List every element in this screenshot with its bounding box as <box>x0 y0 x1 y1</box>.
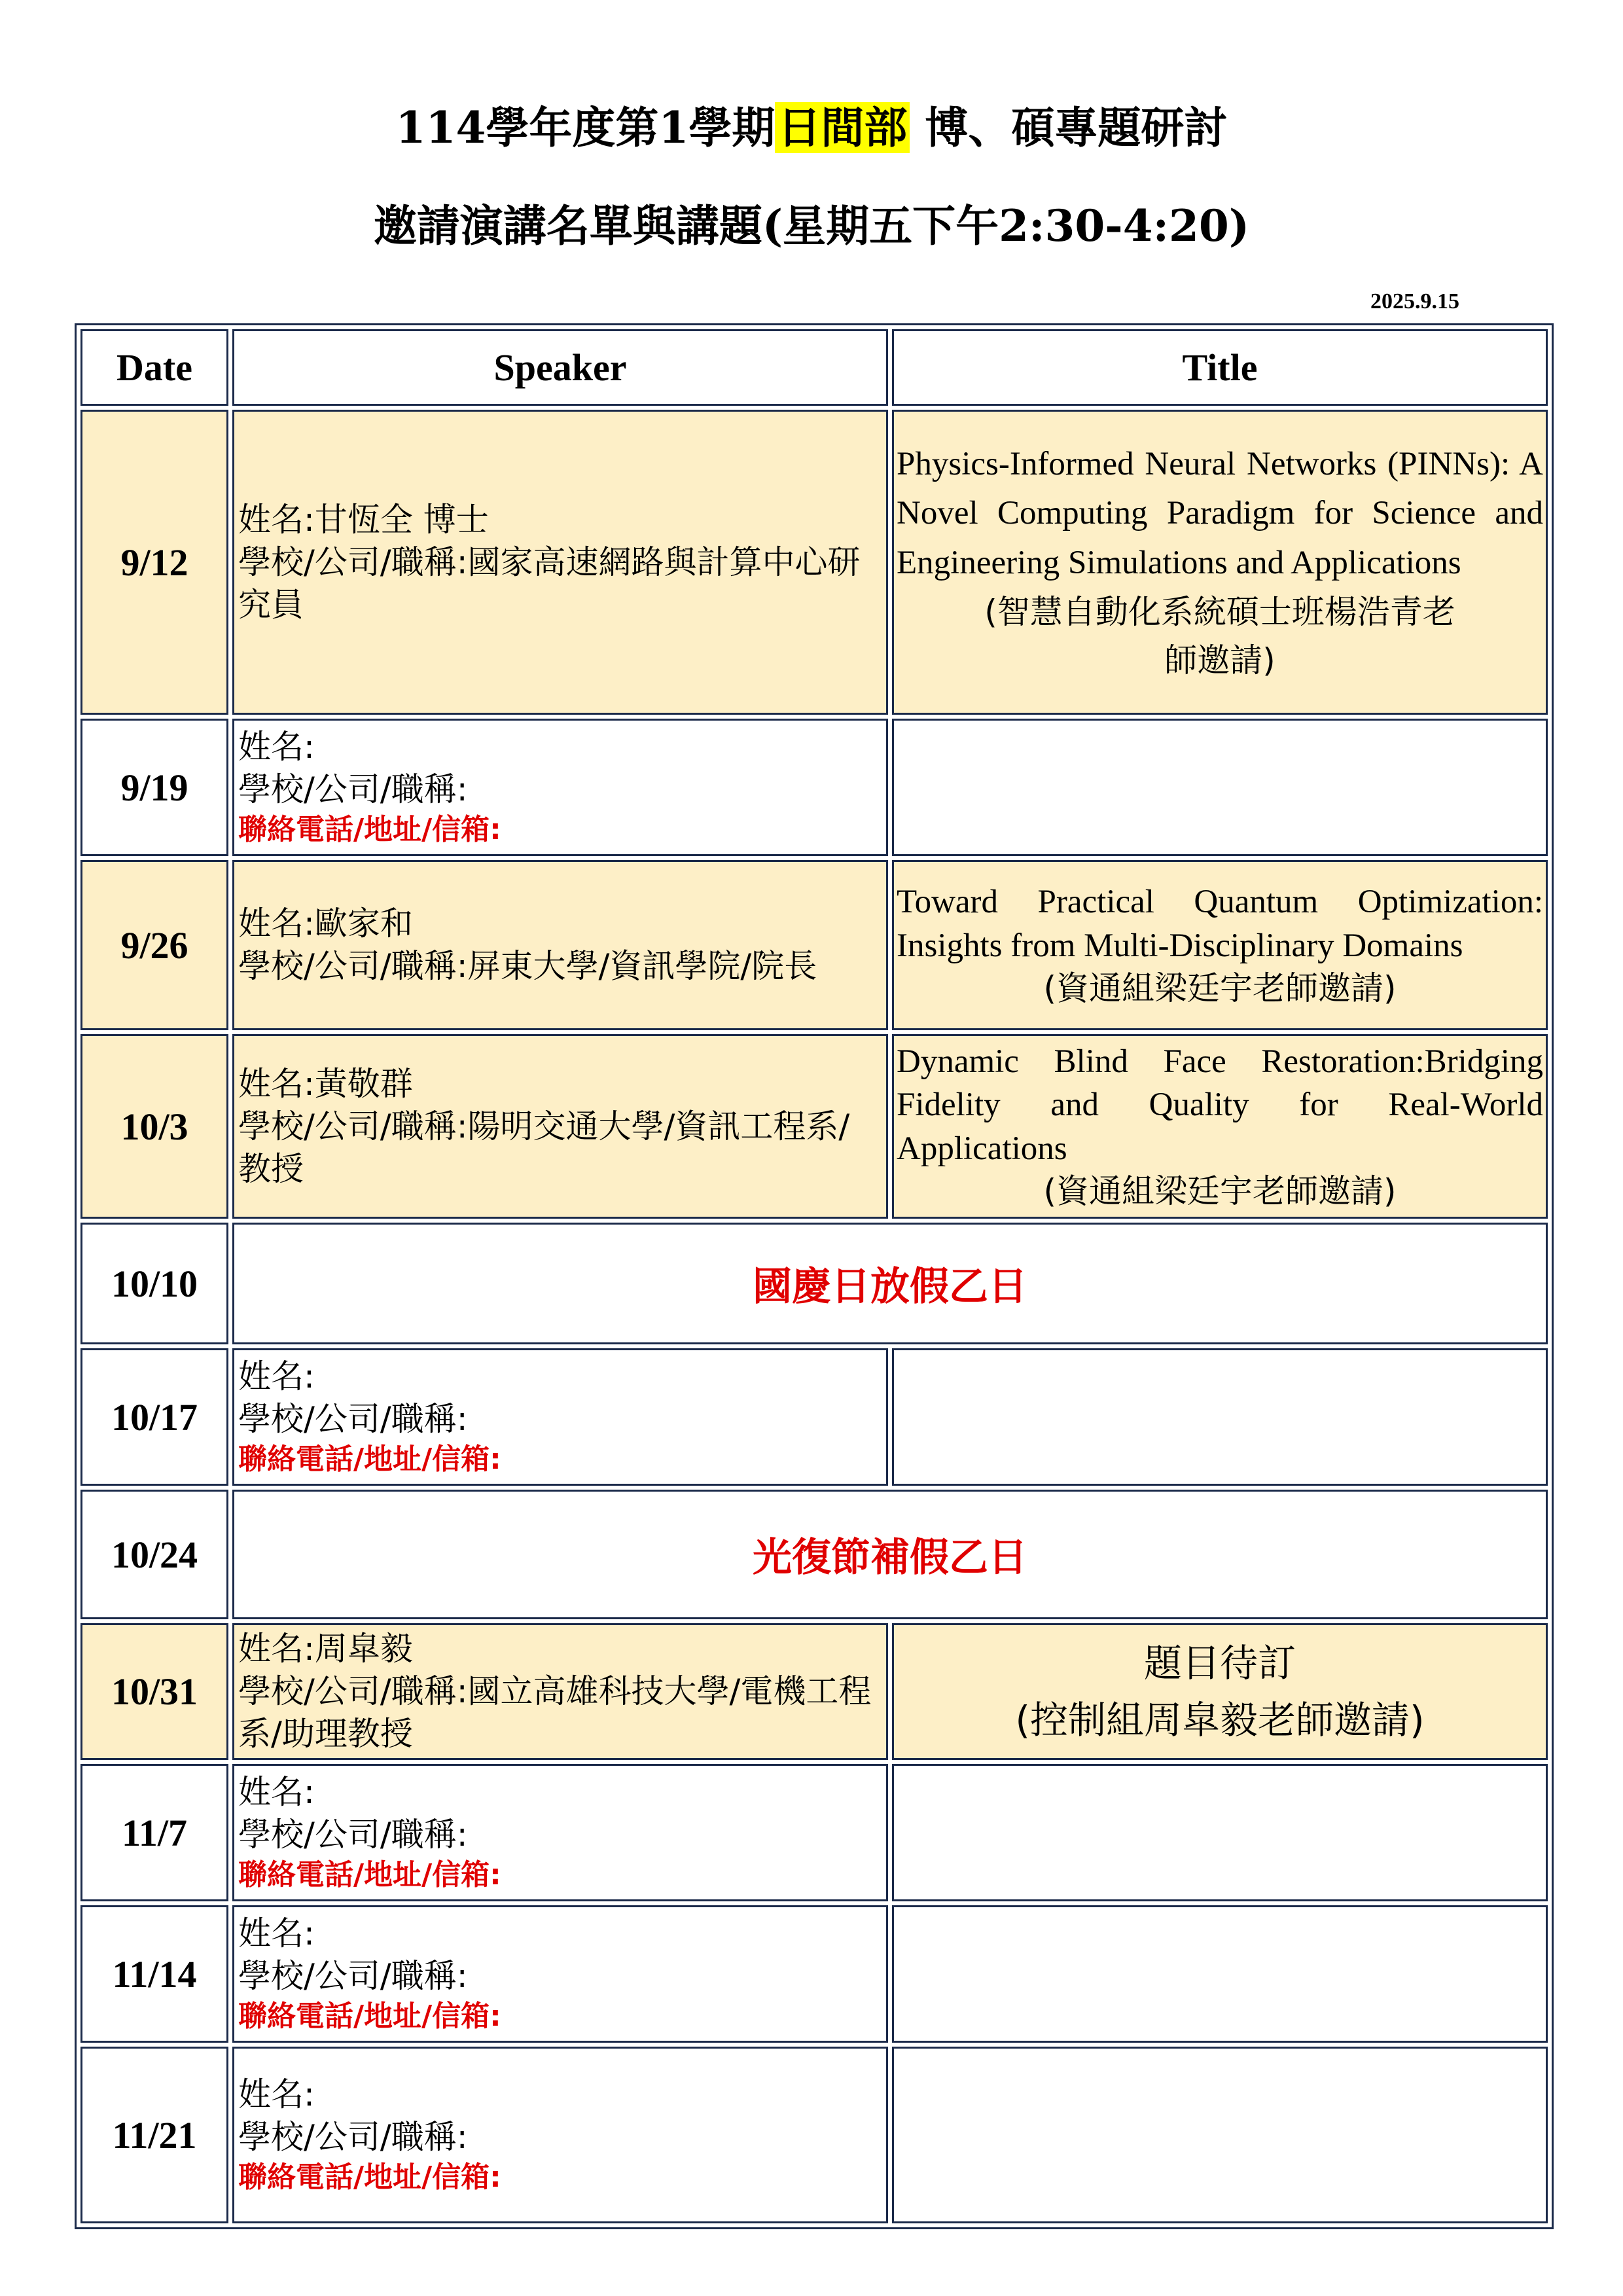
title-cell <box>892 1348 1548 1486</box>
speaker-cell <box>232 1348 888 1486</box>
title-cell <box>892 1623 1548 1760</box>
speaker-cell <box>232 1764 888 1901</box>
table-row <box>80 1223 1548 1344</box>
talk-title: 題目待訂 <box>1143 1640 1296 1685</box>
page-subtitle: 邀請演講名單與講題(星期五下午2:30-4:20) <box>373 200 1250 251</box>
table-row <box>80 410 1548 715</box>
title-cell <box>892 410 1548 715</box>
title-part2: 博、碩專題研討 <box>910 102 1228 153</box>
title-cell <box>892 1764 1548 1901</box>
table-row <box>80 1348 1548 1486</box>
column-header-title: Title <box>892 329 1548 406</box>
speaker-contact: 聯絡電話/地址/信箱: <box>238 2000 501 2034</box>
title-cell <box>892 2047 1548 2223</box>
row-date: 10/10 <box>80 1223 228 1344</box>
talk-title: Toward Practical Quantum Optimization: Insights from Multi-Disciplinary Domains <box>897 884 1543 964</box>
speaker-affiliation: 學校/公司/職稱: <box>238 2118 468 2157</box>
table-row <box>80 719 1548 856</box>
inviter: (智慧自動化系統碩士班楊浩青老師邀請) <box>984 593 1455 680</box>
header-row <box>80 329 1548 406</box>
speaker-name: 姓名:甘恆全 博士 <box>238 500 489 539</box>
speaker-contact: 聯絡電話/地址/信箱: <box>238 1443 501 1477</box>
speaker-name: 姓名: <box>238 2075 315 2114</box>
row-date: 10/17 <box>80 1348 228 1486</box>
issue-date: 2025.9.15 <box>1370 289 1459 314</box>
speaker-contact: 聯絡電話/地址/信箱: <box>238 1858 501 1892</box>
holiday-notice: 光復節補假乙日 <box>232 1490 1548 1619</box>
row-date: 9/26 <box>80 860 228 1030</box>
speaker-cell <box>232 1034 888 1219</box>
title-part1: 114學年度第1學期 <box>395 102 776 153</box>
schedule-table <box>75 323 1554 2229</box>
row-date: 9/19 <box>80 719 228 856</box>
title-cell <box>892 719 1548 856</box>
speaker-affiliation: 學校/公司/職稱: <box>238 1957 468 1996</box>
speaker-contact: 聯絡電話/地址/信箱: <box>238 2161 501 2195</box>
row-date: 11/7 <box>80 1764 228 1901</box>
speaker-affiliation: 學校/公司/職稱: <box>238 1816 468 1854</box>
talk-title: Dynamic Blind Face Restoration:Bridging Fidelity and Quality for Real-World Applications <box>897 1043 1543 1167</box>
speaker-name: 姓名: <box>238 1357 315 1396</box>
speaker-name: 姓名:歐家和 <box>238 905 413 942</box>
speaker-contact: 聯絡電話/地址/信箱: <box>238 813 501 847</box>
speaker-name: 姓名:周皐毅 <box>238 1630 413 1668</box>
inviter: (控制組周皐毅老師邀請) <box>1015 1697 1425 1742</box>
speaker-cell <box>232 860 888 1030</box>
speaker-cell <box>232 1905 888 2043</box>
speaker-cell <box>232 1623 888 1760</box>
row-date: 10/3 <box>80 1034 228 1219</box>
table-row <box>80 2047 1548 2223</box>
row-date: 9/12 <box>80 410 228 715</box>
title-cell <box>892 860 1548 1030</box>
speaker-affiliation: 學校/公司/職稱:屏東大學/資訊學院/院長 <box>238 947 817 985</box>
speaker-cell <box>232 410 888 715</box>
speaker-name: 姓名: <box>238 1914 315 1953</box>
row-date: 11/21 <box>80 2047 228 2223</box>
speaker-name: 姓名: <box>238 728 315 766</box>
speaker-affiliation: 學校/公司/職稱:陽明交通大學/資訊工程系/教授 <box>238 1107 850 1188</box>
title-highlight: 日間部 <box>775 102 910 153</box>
table-row <box>80 860 1548 1030</box>
inviter: (資通組梁廷宇老師邀請) <box>1043 969 1397 1007</box>
speaker-affiliation: 學校/公司/職稱: <box>238 770 468 809</box>
row-date: 10/31 <box>80 1623 228 1760</box>
row-date: 10/24 <box>80 1490 228 1619</box>
title-cell <box>892 1034 1548 1219</box>
table-row <box>80 1905 1548 2043</box>
speaker-cell <box>232 719 888 856</box>
table-row <box>80 1034 1548 1219</box>
title-cell <box>892 1905 1548 2043</box>
holiday-notice: 國慶日放假乙日 <box>232 1223 1548 1344</box>
inviter: (資通組梁廷宇老師邀請) <box>1043 1172 1397 1210</box>
speaker-name: 姓名: <box>238 1773 315 1812</box>
table-row <box>80 1764 1548 1901</box>
speaker-affiliation: 學校/公司/職稱: <box>238 1400 468 1439</box>
table-row <box>80 1623 1548 1760</box>
speaker-affiliation: 學校/公司/職稱:國立高雄科技大學/電機工程系/助理教授 <box>238 1672 872 1753</box>
column-header-date: Date <box>80 329 228 406</box>
speaker-cell <box>232 2047 888 2223</box>
speaker-affiliation: 學校/公司/職稱:國家高速網路與計算中心研究員 <box>238 543 861 624</box>
table-row <box>80 1490 1548 1619</box>
speaker-name: 姓名:黃敬群 <box>238 1064 413 1103</box>
page-title <box>0 102 1623 153</box>
row-date: 11/14 <box>80 1905 228 2043</box>
column-header-speaker: Speaker <box>232 329 888 406</box>
talk-title: Physics-Informed Neural Networks (PINNs): A Novel Computing Paradigm for Science and Engineering Simulations and Applications <box>897 445 1543 581</box>
